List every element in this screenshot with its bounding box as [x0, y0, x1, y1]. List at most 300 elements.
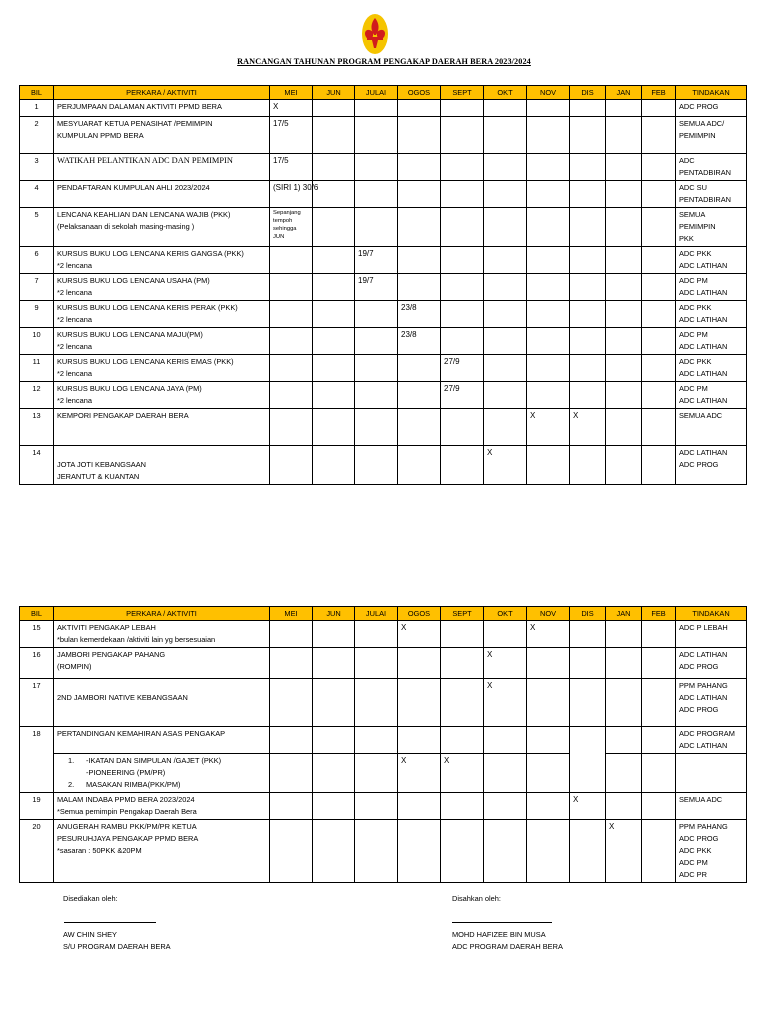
table-header-row	[20, 607, 747, 621]
column-header: JUN	[313, 86, 355, 100]
month-cell	[270, 247, 313, 274]
table-row	[20, 154, 747, 181]
column-header: JULAI	[355, 607, 398, 621]
table-row	[20, 208, 747, 247]
month-cell	[642, 648, 676, 679]
activity-cell: PENDAFTARAN KUMPULAN AHLI 2023/2024	[54, 181, 270, 208]
month-cell: X	[606, 820, 642, 883]
column-header: JULAI	[355, 86, 398, 100]
month-cell	[355, 181, 398, 208]
month-cell	[270, 648, 313, 679]
month-cell	[570, 100, 606, 117]
approved-signature-line	[452, 922, 552, 923]
prepared-by-name: AW CHIN SHEY	[63, 930, 117, 939]
month-cell	[270, 793, 313, 820]
table-header-row	[20, 86, 747, 100]
row-number: 20	[20, 820, 54, 883]
row-number: 18	[20, 727, 54, 793]
month-cell: 27/9	[441, 382, 484, 409]
month-cell	[570, 355, 606, 382]
prepared-by-label: Disediakan oleh:	[63, 894, 118, 903]
month-cell	[642, 820, 676, 883]
month-cell	[441, 679, 484, 727]
month-cell	[570, 621, 606, 648]
table-row	[20, 446, 747, 485]
column-header: SEPT	[441, 607, 484, 621]
month-cell	[570, 301, 606, 328]
month-cell	[441, 208, 484, 247]
month-cell: 23/8	[398, 328, 441, 355]
action-cell: SEMUA ADC	[676, 409, 747, 446]
month-cell	[642, 208, 676, 247]
row-number: 3	[20, 154, 54, 181]
month-cell	[270, 274, 313, 301]
month-cell	[398, 355, 441, 382]
action-cell: ADC PKK ADC LATIHAN	[676, 355, 747, 382]
month-cell	[484, 409, 527, 446]
action-cell: PPM PAHANG ADC LATIHAN ADC PROG	[676, 679, 747, 727]
column-header: MEI	[270, 607, 313, 621]
table-row	[20, 409, 747, 446]
month-cell	[355, 301, 398, 328]
month-cell	[570, 679, 606, 727]
month-cell	[270, 679, 313, 727]
month-cell	[441, 274, 484, 301]
column-header: PERKARA / AKTIVITI	[54, 607, 270, 621]
column-header: OKT	[484, 607, 527, 621]
approved-by-name: MOHD HAFIZEE BIN MUSA	[452, 930, 546, 939]
column-header: SEPT	[441, 86, 484, 100]
month-cell	[570, 154, 606, 181]
month-cell	[270, 754, 313, 793]
month-cell	[484, 154, 527, 181]
month-cell	[570, 727, 606, 793]
activity-cell: KURSUS BUKU LOG LENCANA KERIS GANGSA (PKK) *2 lencana	[54, 247, 270, 274]
activity-cell: KURSUS BUKU LOG LENCANA USAHA (PM) *2 lencana	[54, 274, 270, 301]
month-cell	[441, 648, 484, 679]
month-cell	[270, 446, 313, 485]
action-cell: ADC PM ADC LATIHAN	[676, 274, 747, 301]
table-row	[20, 355, 747, 382]
month-cell	[606, 328, 642, 355]
month-cell	[642, 679, 676, 727]
month-cell	[355, 679, 398, 727]
month-cell	[642, 621, 676, 648]
table-row	[20, 754, 747, 793]
month-cell	[570, 446, 606, 485]
month-cell	[527, 247, 570, 274]
month-cell	[441, 181, 484, 208]
action-cell: ADC PROG	[676, 100, 747, 117]
activity-cell: ANUGERAH RAMBU PKK/PM/PR KETUA PESURUHJAYA PENGAKAP PPMD BERA *sasaran : 50PKK &20PM	[54, 820, 270, 883]
column-header: BIL	[20, 607, 54, 621]
activity-cell: AKTIVITI PENGAKAP LEBAH *bulan kemerdekaan /aktiviti lain yg bersesuaian	[54, 621, 270, 648]
month-cell	[441, 328, 484, 355]
month-cell: X	[484, 446, 527, 485]
month-cell	[441, 100, 484, 117]
month-cell	[398, 274, 441, 301]
table-row	[20, 100, 747, 117]
action-cell: ADC SU PENTADBIRAN	[676, 181, 747, 208]
month-cell: X	[398, 621, 441, 648]
month-cell	[355, 793, 398, 820]
month-cell	[570, 247, 606, 274]
month-cell	[527, 793, 570, 820]
column-header: OGOS	[398, 607, 441, 621]
month-cell	[355, 100, 398, 117]
action-cell	[676, 754, 747, 793]
sub-item-number: 1.	[68, 756, 75, 765]
month-cell	[484, 820, 527, 883]
month-cell	[313, 100, 355, 117]
row-number: 5	[20, 208, 54, 247]
month-cell: X	[270, 100, 313, 117]
month-cell	[484, 754, 527, 793]
month-cell	[527, 727, 570, 754]
column-header: DIS	[570, 86, 606, 100]
month-cell	[642, 446, 676, 485]
month-cell	[606, 208, 642, 247]
column-header: FEB	[642, 607, 676, 621]
month-cell	[441, 154, 484, 181]
row-number: 4	[20, 181, 54, 208]
action-cell: SEMUA PEMIMPIN PKK	[676, 208, 747, 247]
month-cell	[270, 820, 313, 883]
month-cell	[527, 181, 570, 208]
month-cell	[484, 208, 527, 247]
table-row	[20, 679, 747, 727]
month-cell	[527, 154, 570, 181]
month-cell	[355, 446, 398, 485]
month-cell: 27/9	[441, 355, 484, 382]
month-cell	[441, 301, 484, 328]
month-cell: X	[570, 409, 606, 446]
annual-plan-table-2	[19, 606, 747, 883]
month-cell: X	[484, 648, 527, 679]
month-cell	[355, 382, 398, 409]
row-number: 9	[20, 301, 54, 328]
month-cell	[355, 208, 398, 247]
month-cell	[606, 648, 642, 679]
month-cell	[313, 274, 355, 301]
month-cell	[484, 355, 527, 382]
month-cell	[313, 154, 355, 181]
month-cell	[484, 100, 527, 117]
month-cell	[398, 409, 441, 446]
month-cell	[441, 727, 484, 754]
column-header: MEI	[270, 86, 313, 100]
month-cell	[606, 409, 642, 446]
table-row	[20, 117, 747, 154]
month-cell	[313, 727, 355, 754]
month-cell	[527, 301, 570, 328]
sub-items-cell	[54, 754, 270, 793]
month-cell	[606, 793, 642, 820]
month-cell	[484, 793, 527, 820]
month-cell	[606, 181, 642, 208]
month-cell	[606, 247, 642, 274]
action-cell: ADC PENTADBIRAN	[676, 154, 747, 181]
prepared-signature-line	[64, 922, 156, 923]
month-cell	[313, 679, 355, 727]
month-cell	[606, 679, 642, 727]
action-cell: SEMUA ADC	[676, 793, 747, 820]
month-cell	[527, 679, 570, 727]
activity-cell: KURSUS BUKU LOG LENCANA JAYA (PM) *2 lencana	[54, 382, 270, 409]
month-cell	[270, 621, 313, 648]
month-cell	[606, 446, 642, 485]
row-number: 15	[20, 621, 54, 648]
month-cell	[355, 117, 398, 154]
month-cell	[642, 274, 676, 301]
action-cell: ADC LATIHAN ADC PROG	[676, 446, 747, 485]
column-header: OKT	[484, 86, 527, 100]
activity-cell: PERTANDINGAN KEMAHIRAN ASAS PENGAKAP	[54, 727, 270, 754]
month-cell	[642, 382, 676, 409]
month-cell	[606, 274, 642, 301]
month-cell	[527, 328, 570, 355]
month-cell	[642, 328, 676, 355]
month-cell	[355, 355, 398, 382]
month-cell	[527, 754, 570, 793]
month-cell	[527, 382, 570, 409]
month-cell: X	[527, 621, 570, 648]
month-cell	[570, 181, 606, 208]
activity-cell: LENCANA KEAHLIAN DAN LENCANA WAJIB (PKK) (Pelaksanaan di sekolah masing-masing )	[54, 208, 270, 247]
month-cell: X	[527, 409, 570, 446]
month-cell: 17/5	[270, 117, 313, 154]
month-cell	[355, 727, 398, 754]
month-cell	[484, 301, 527, 328]
month-cell	[441, 247, 484, 274]
month-cell	[398, 727, 441, 754]
month-cell	[313, 382, 355, 409]
column-header: DIS	[570, 607, 606, 621]
month-cell	[527, 820, 570, 883]
month-cell	[355, 648, 398, 679]
month-cell	[484, 727, 527, 754]
table-row	[20, 793, 747, 820]
month-cell: 17/5	[270, 154, 313, 181]
row-number: 6	[20, 247, 54, 274]
month-cell	[270, 355, 313, 382]
row-number: 2	[20, 117, 54, 154]
month-cell	[270, 301, 313, 328]
table-row	[20, 181, 747, 208]
row-number: 19	[20, 793, 54, 820]
row-number: 17	[20, 679, 54, 727]
month-cell	[606, 154, 642, 181]
month-cell	[642, 355, 676, 382]
month-cell	[642, 154, 676, 181]
table-row	[20, 621, 747, 648]
month-cell	[313, 117, 355, 154]
month-cell: 19/7	[355, 247, 398, 274]
month-cell: 19/7	[355, 274, 398, 301]
action-cell: PPM PAHANG ADC PROG ADC PKK ADC PM ADC PR	[676, 820, 747, 883]
month-cell	[484, 247, 527, 274]
month-cell	[398, 181, 441, 208]
scout-emblem-logo-icon	[350, 12, 400, 56]
month-cell	[398, 679, 441, 727]
month-cell	[642, 100, 676, 117]
document-title: RANCANGAN TAHUNAN PROGRAM PENGAKAP DAERAH BERA 2023/2024	[237, 57, 531, 66]
month-cell	[642, 247, 676, 274]
activity-cell: JOTA JOTI KEBANGSAAN JERANTUT & KUANTAN	[54, 446, 270, 485]
month-cell	[441, 446, 484, 485]
column-header: BIL	[20, 86, 54, 100]
month-cell	[313, 181, 355, 208]
action-cell: ADC PKK ADC LATIHAN	[676, 301, 747, 328]
month-cell	[313, 820, 355, 883]
month-cell	[313, 208, 355, 247]
action-cell: ADC PROGRAM ADC LATIHAN	[676, 727, 747, 754]
table-row	[20, 382, 747, 409]
month-cell	[313, 754, 355, 793]
month-cell	[570, 328, 606, 355]
month-cell	[484, 328, 527, 355]
table-row	[20, 247, 747, 274]
month-cell	[642, 727, 676, 754]
month-cell	[398, 208, 441, 247]
month-cell	[484, 621, 527, 648]
month-cell	[313, 621, 355, 648]
column-header: JAN	[606, 607, 642, 621]
month-cell	[527, 117, 570, 154]
month-cell	[398, 382, 441, 409]
month-cell	[355, 621, 398, 648]
row-number: 16	[20, 648, 54, 679]
month-cell	[606, 754, 642, 793]
action-cell: ADC P LEBAH	[676, 621, 747, 648]
month-cell	[398, 820, 441, 883]
row-number: 10	[20, 328, 54, 355]
sub-item: MASAKAN RIMBA(PKK/PM)	[86, 780, 181, 789]
action-cell: ADC LATIHAN ADC PROG	[676, 648, 747, 679]
month-cell: X	[484, 679, 527, 727]
month-cell	[398, 154, 441, 181]
activity-cell: MALAM INDABA PPMD BERA 2023/2024 *Semua pemimpin Pengakap Daerah Bera	[54, 793, 270, 820]
column-header: JAN	[606, 86, 642, 100]
month-cell	[441, 793, 484, 820]
month-cell	[570, 274, 606, 301]
row-number: 12	[20, 382, 54, 409]
month-cell	[606, 355, 642, 382]
table-row	[20, 301, 747, 328]
month-cell	[570, 648, 606, 679]
activity-cell: JAMBORI PENGAKAP PAHANG (ROMPIN)	[54, 648, 270, 679]
month-cell	[270, 382, 313, 409]
month-cell	[313, 793, 355, 820]
month-cell	[527, 355, 570, 382]
month-cell	[527, 208, 570, 247]
approved-by-label: Disahkan oleh:	[452, 894, 501, 903]
month-cell: X	[398, 754, 441, 793]
month-cell	[484, 382, 527, 409]
activity-cell: KURSUS BUKU LOG LENCANA KERIS PERAK (PKK) *2 lencana	[54, 301, 270, 328]
month-cell	[398, 100, 441, 117]
month-cell	[441, 621, 484, 648]
month-cell	[313, 247, 355, 274]
month-cell	[313, 409, 355, 446]
activity-cell: 2ND JAMBORI NATIVE KEBANGSAAN	[54, 679, 270, 727]
month-cell	[355, 409, 398, 446]
column-header: FEB	[642, 86, 676, 100]
column-header: JUN	[313, 607, 355, 621]
activity-cell: KEMPORI PENGAKAP DAERAH BERA	[54, 409, 270, 446]
month-cell	[606, 117, 642, 154]
table-row	[20, 274, 747, 301]
activity-cell: WATIKAH PELANTIKAN ADC DAN PEMIMPIN	[54, 154, 270, 181]
month-cell: Sepanjang tempoh sehingga JUN	[270, 208, 313, 247]
month-cell	[313, 328, 355, 355]
sub-item: -IKATAN DAN SIMPULAN /GAJET (PKK)	[86, 756, 222, 765]
month-cell	[642, 754, 676, 793]
column-header: PERKARA / AKTIVITI	[54, 86, 270, 100]
month-cell	[606, 100, 642, 117]
table-row	[20, 328, 747, 355]
month-cell	[355, 754, 398, 793]
column-header: NOV	[527, 86, 570, 100]
month-cell	[527, 648, 570, 679]
month-cell	[355, 154, 398, 181]
activity-cell: KURSUS BUKU LOG LENCANA KERIS EMAS (PKK) *2 lencana	[54, 355, 270, 382]
month-cell	[642, 117, 676, 154]
column-header: TINDAKAN	[676, 607, 747, 621]
month-cell	[398, 446, 441, 485]
month-cell: 23/8	[398, 301, 441, 328]
month-cell	[484, 274, 527, 301]
month-cell: (SIRI 1) 30/6	[270, 181, 313, 208]
month-cell	[642, 181, 676, 208]
month-cell	[642, 793, 676, 820]
activity-cell: KURSUS BUKU LOG LENCANA MAJU(PM) *2 lencana	[54, 328, 270, 355]
month-cell	[441, 820, 484, 883]
column-header: OGOS	[398, 86, 441, 100]
month-cell	[398, 648, 441, 679]
month-cell	[355, 328, 398, 355]
month-cell	[570, 208, 606, 247]
month-cell	[270, 409, 313, 446]
month-cell	[313, 301, 355, 328]
month-cell	[570, 117, 606, 154]
approved-by-title: ADC PROGRAM DAERAH BERA	[452, 942, 563, 951]
month-cell	[527, 446, 570, 485]
action-cell: ADC PKK ADC LATIHAN	[676, 247, 747, 274]
month-cell	[606, 382, 642, 409]
activity-cell: PERJUMPAAN DALAMAN AKTIVITI PPMD BERA	[54, 100, 270, 117]
row-number: 7	[20, 274, 54, 301]
sub-item-number: 2.	[68, 780, 75, 789]
month-cell	[270, 727, 313, 754]
month-cell	[355, 820, 398, 883]
annual-plan-table-1	[19, 85, 747, 485]
month-cell: X	[441, 754, 484, 793]
row-number: 11	[20, 355, 54, 382]
row-number: 14	[20, 446, 54, 485]
month-cell: X	[570, 793, 606, 820]
month-cell	[642, 409, 676, 446]
action-cell: SEMUA ADC/ PEMIMPIN	[676, 117, 747, 154]
month-cell	[527, 274, 570, 301]
month-cell	[570, 382, 606, 409]
table-row	[20, 648, 747, 679]
month-cell	[313, 355, 355, 382]
month-cell	[484, 181, 527, 208]
month-cell	[441, 409, 484, 446]
action-cell: ADC PM ADC LATIHAN	[676, 382, 747, 409]
month-cell	[606, 301, 642, 328]
